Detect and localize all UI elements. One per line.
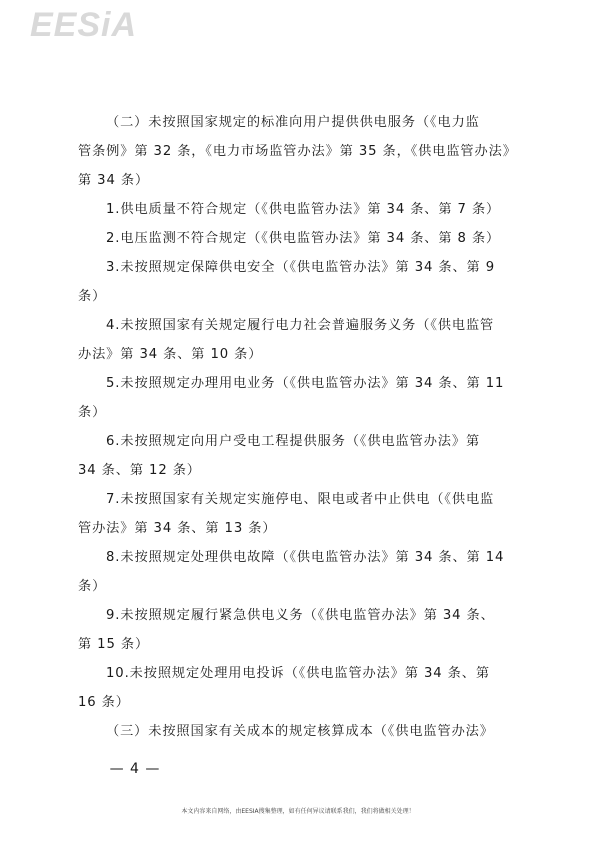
paragraph-line: 管条例》第 32 条，《电力市场监管办法》第 35 条，《供电监管办法》 xyxy=(78,144,517,159)
list-item-4: 4.未按照国家有关规定履行电力社会普遍服务义务（《供电监管 xyxy=(106,318,495,333)
section-heading-3: （三）未按照国家有关成本的规定核算成本（《供电监管办法》 xyxy=(106,724,494,739)
list-item-6-cont: 34 条、第 12 条） xyxy=(78,463,201,478)
page-number: — 4 — xyxy=(109,761,161,777)
list-item-6: 6.未按照规定向用户受电工程提供服务（《供电监管办法》第 xyxy=(106,434,481,449)
list-item-3-cont: 条） xyxy=(78,289,107,304)
list-item-8-cont: 条） xyxy=(78,579,107,594)
eesia-logo: EESiA xyxy=(30,6,138,44)
list-item-5-cont: 条） xyxy=(78,405,107,420)
list-item-9: 9.未按照规定履行紧急供电义务（《供电监管办法》第 34 条、 xyxy=(106,608,495,623)
list-item-5: 5.未按照规定办理用电业务（《供电监管办法》第 34 条、第 11 xyxy=(106,376,505,391)
document-body xyxy=(78,108,524,746)
list-item-4-cont: 办法》第 34 条、第 10 条） xyxy=(78,347,263,362)
list-item-8: 8.未按照规定处理供电故障（《供电监管办法》第 34 条、第 14 xyxy=(106,550,505,565)
list-item-7: 7.未按照国家有关规定实施停电、限电或者中止供电（《供电监 xyxy=(106,492,495,507)
list-item-10-cont: 16 条） xyxy=(78,695,130,710)
list-item-7-cont: 管办法》第 34 条、第 13 条） xyxy=(78,521,277,536)
list-item-10: 10.未按照规定处理用电投诉（《供电监管办法》第 34 条、第 xyxy=(106,666,490,681)
list-item-9-cont: 第 15 条） xyxy=(78,637,150,652)
list-item-3: 3.未按照规定保障供电安全（《供电监管办法》第 34 条、第 9 xyxy=(106,260,496,275)
section-heading-2: （二）未按照国家规定的标准向用户提供供电服务（《电力监 xyxy=(106,115,480,130)
footer-disclaimer: 本文内容来自网络，由EESIA搜集整理，如有任何异议请联系我们，我们将做相关处理！ xyxy=(181,808,415,815)
paragraph-line: 第 34 条） xyxy=(78,173,150,188)
list-item-1: 1.供电质量不符合规定（《供电监管办法》第 34 条、第 7 条） xyxy=(106,202,501,217)
list-item-2: 2.电压监测不符合规定（《供电监管办法》第 34 条、第 8 条） xyxy=(106,231,501,246)
